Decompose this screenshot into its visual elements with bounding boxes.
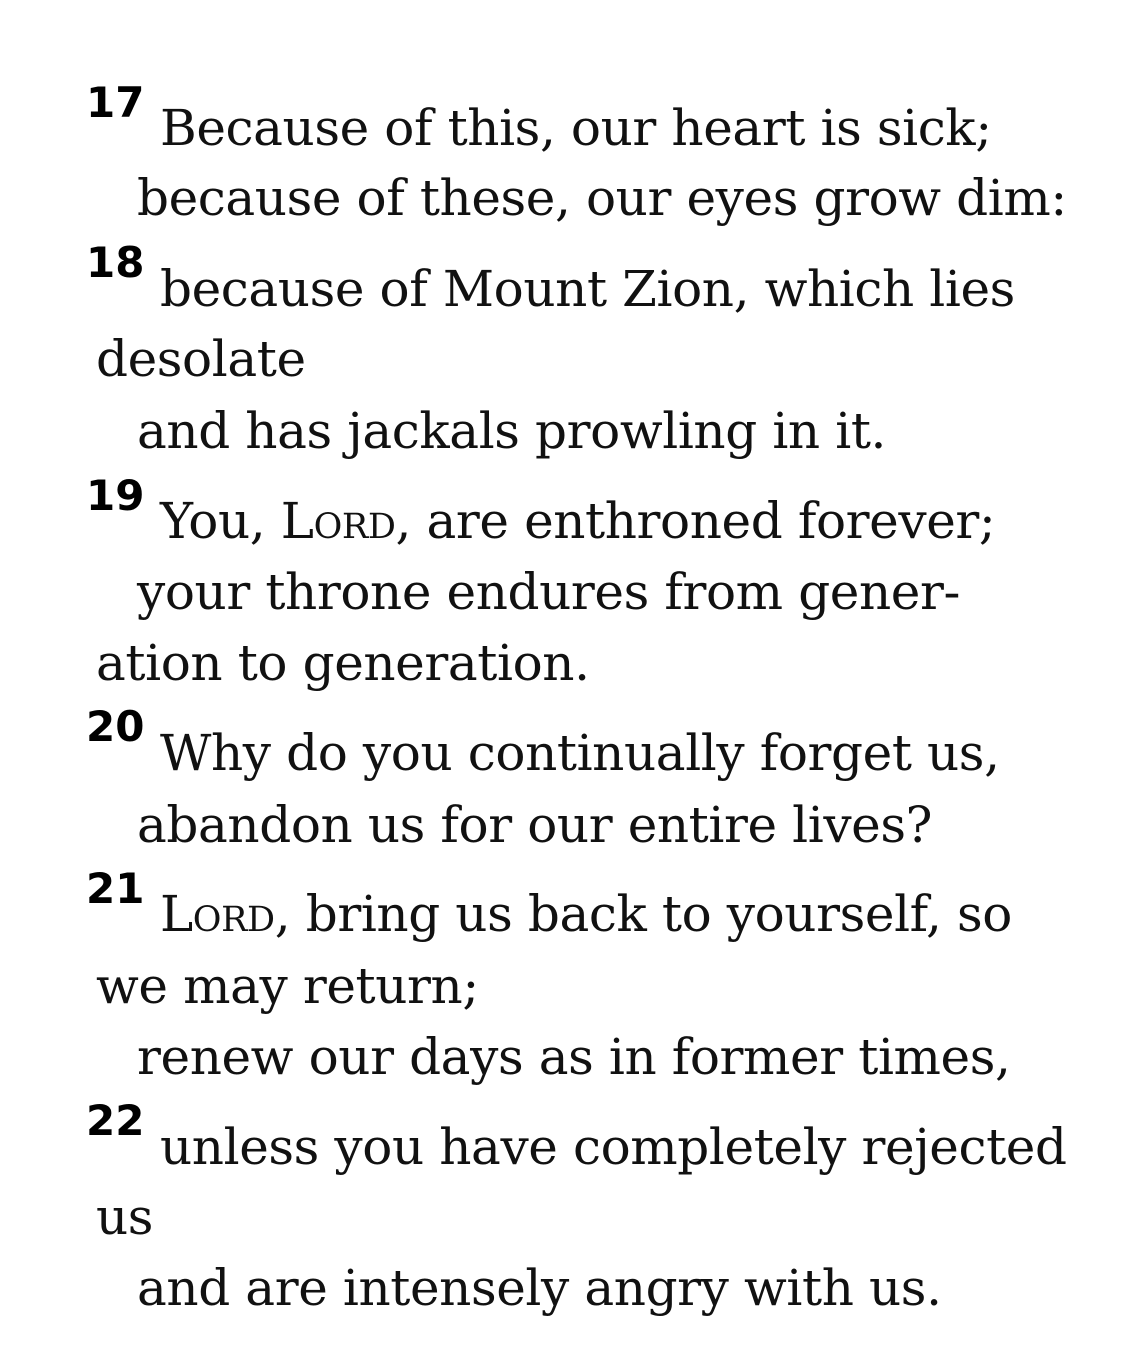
verse-number: 19 [86,471,145,520]
verse-line-continuation: us [96,1188,154,1246]
verse-number: 20 [86,702,145,751]
verse-line-indented: and are intensely angry with us. [137,1259,942,1317]
verse-number: 22 [86,1096,145,1145]
verse-line-indented: renew our days as in former times, [137,1028,1011,1086]
verse-line-continuation: we may return; [96,957,479,1015]
verse-line: You, Lord, are enthroned forever; [160,492,996,550]
divine-name: Lord [280,492,396,550]
verse-line: Lord, bring us back to yourself, so [160,885,1012,943]
divine-name: Lord [160,885,275,943]
verse-number: 18 [86,238,145,287]
verse-line-indented: your throne endures from gener- [137,563,960,621]
verse-line: unless you have completely rejected [160,1118,1067,1176]
verse-number: 21 [86,864,145,913]
verse-line: Because of this, our heart is sick; [160,99,992,157]
verse-line-indented: because of these, our eyes grow dim: [137,169,1067,227]
verse-line-indented: abandon us for our entire lives? [137,796,933,854]
verse-line-indented: and has jackals prowling in it. [137,402,887,460]
verse-line: Why do you continually forget us, [160,724,1000,782]
verse-line-continuation: desolate [96,330,306,388]
verse-line: because of Mount Zion, which lies [160,260,1015,318]
verse-number: 17 [86,78,145,127]
verse-line-continuation: ation to generation. [96,634,590,692]
